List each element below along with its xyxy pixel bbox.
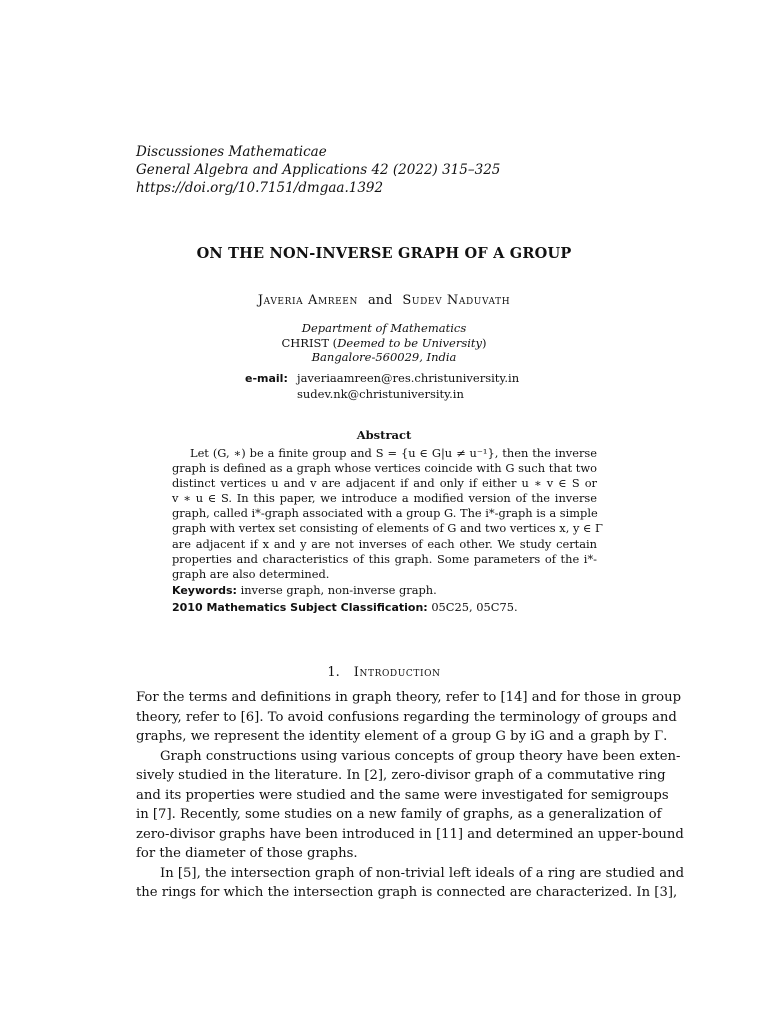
body-text <box>136 688 685 903</box>
msc-value: 05C25, 05C75. <box>431 600 518 614</box>
journal-doi[interactable]: https://doi.org/10.7151/dmgaa.1392 <box>136 180 384 196</box>
body-line: sively studied in the literature. In [2], zero-divisor graph of a commutative ring <box>136 768 666 783</box>
author-conjunction: and <box>367 293 393 308</box>
body-line: For the terms and definitions in graph theory, refer to [14] and for those in group <box>136 690 682 705</box>
affiliation-department: Department of Mathematics <box>301 321 467 335</box>
keywords-value: inverse graph, non-inverse graph. <box>240 583 437 597</box>
body-line: zero-divisor graphs have been introduced in [11] and determined an upper-bound <box>136 826 684 842</box>
msc-label: 2010 Mathematics Subject Classification: <box>172 601 428 614</box>
abstract-line: graph is defined as a graph whose vertices coincide with G such that two <box>172 461 597 476</box>
abstract-line: graph with vertex set consisting of elements of G and two vertices x, y ∈ Γ <box>172 521 603 536</box>
section-number: 1. <box>327 665 340 680</box>
affiliation-institution-prefix: CHRIST ( <box>281 335 338 350</box>
body-line: the rings for which the intersection graph is connected are characterized. In [3], <box>136 885 678 900</box>
body-line: and its properties were studied and the same were investigated for semigroups <box>136 787 669 803</box>
abstract-line: properties and characteristics of this graph. Some parameters of the i*- <box>172 551 597 566</box>
body-line: for the diameter of those graphs. <box>136 846 358 861</box>
affiliation-institution-inner: Deemed to be University <box>337 335 483 350</box>
author-first: Javeria Amreen <box>257 293 358 308</box>
body-line: In [5], the intersection graph of non-trivial left ideals of a ring are studied and <box>160 865 685 881</box>
abstract-line: graph are also determined. <box>172 566 330 581</box>
email-address-2[interactable]: sudev.nk@christuniversity.in <box>297 386 464 401</box>
abstract-body <box>172 446 603 582</box>
keywords-row <box>172 582 518 599</box>
keywords-block <box>172 582 518 616</box>
abstract-heading: Abstract <box>356 428 412 442</box>
journal-volume: General Algebra and Applications 42 (2022) 315–325 <box>136 162 501 178</box>
email-label: e-mail: <box>245 372 288 385</box>
affiliation-institution <box>0 336 768 351</box>
body-line: Graph constructions using various concepts of group theory have been exten- <box>160 748 681 764</box>
abstract-line: distinct vertices u and v are adjacent if and only if either u ∗ v ∈ S or <box>172 476 597 491</box>
journal-header <box>136 143 500 197</box>
keywords-label: Keywords: <box>172 584 237 597</box>
section-title: Introduction <box>353 665 441 680</box>
abstract-line: Let (G, ∗) be a finite group and S = {u ∈ G|u ≠ u⁻¹}, then the inverse <box>190 446 597 460</box>
body-line: graphs, we represent the identity element of a group G by iG and a graph by Γ. <box>136 729 668 744</box>
affiliation-address: Bangalore-560029, India <box>311 350 457 364</box>
body-line: theory, refer to [6]. To avoid confusions regarding the terminology of groups and <box>136 709 677 725</box>
email-block <box>245 371 519 401</box>
paper-title: ON THE NON-INVERSE GRAPH OF A GROUP <box>196 245 572 262</box>
affiliation <box>0 321 768 365</box>
author-second: Sudev Naduvath <box>402 293 511 308</box>
affiliation-institution-suffix: ) <box>482 335 487 350</box>
abstract-line: v ∗ u ∈ S. In this paper, we introduce a modified version of the inverse <box>172 491 597 506</box>
abstract-line: are adjacent if x and y are not inverses of each other. We study certain <box>172 536 597 551</box>
journal-name: Discussiones Mathematicae <box>136 144 327 160</box>
body-line: in [7]. Recently, some studies on a new family of graphs, as a generalization of <box>136 807 662 822</box>
msc-row <box>172 599 518 616</box>
email-address-1[interactable]: javeriaamreen@res.christuniversity.in <box>297 371 520 385</box>
author-list <box>0 293 768 308</box>
abstract-line: graph, called i*-graph associated with a group G. The i*-graph is a simple <box>172 506 598 521</box>
section-heading <box>0 665 768 680</box>
